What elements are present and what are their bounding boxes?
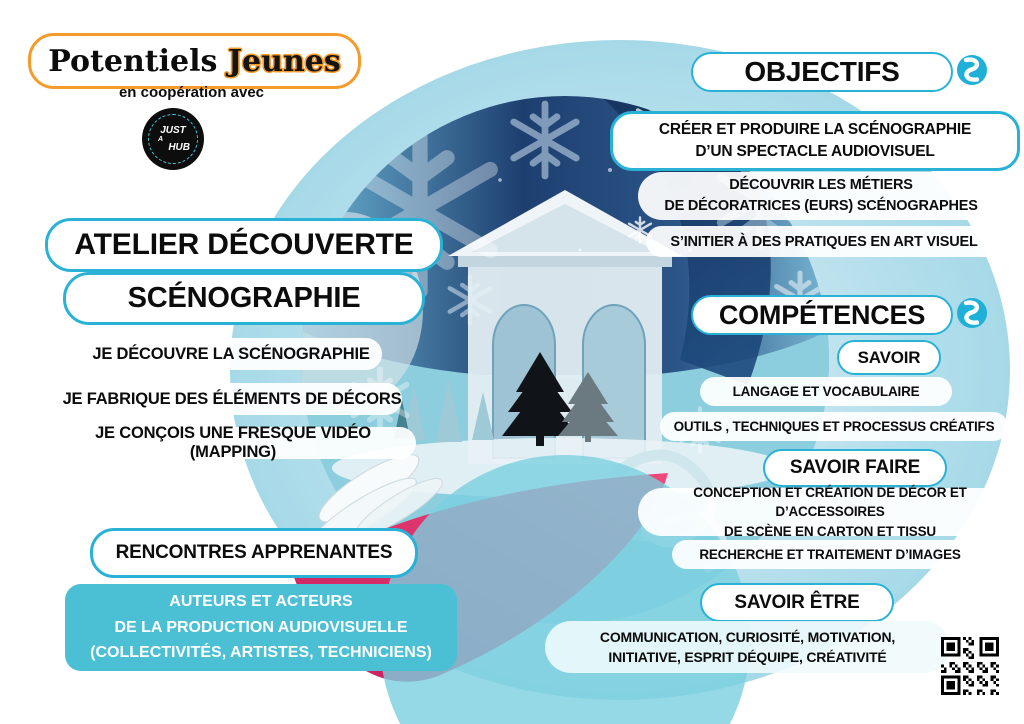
partners-line: AUTEURS ET ACTEURS xyxy=(169,593,353,611)
savoir-etre-item xyxy=(545,621,950,673)
goal-item-line: DE DÉCORATRICES (EURS) SCÉNOGRAPHES xyxy=(664,198,978,214)
heading-atelier-decouverte: ATELIER DÉCOUVERTE xyxy=(45,218,443,272)
goal-item: S’INITIER À DES PRATIQUES EN ART VISUEL xyxy=(646,226,1002,257)
brand-logo xyxy=(28,33,361,89)
goal-item-line: DÉCOUVRIR LES MÉTIERS xyxy=(729,176,913,193)
activity-item: JE DÉCOUVRE LA SCÉNOGRAPHIE xyxy=(80,338,382,370)
label-savoir-etre: SAVOIR ÊTRE xyxy=(700,583,894,622)
partners-teal-box xyxy=(65,584,457,671)
activity-item: JE CONÇOIS UNE FRESQUE VIDÉO (MAPPING) xyxy=(50,427,416,459)
savoir-etre-line: COMMUNICATION, CURIOSITÉ, MOTIVATION, xyxy=(599,628,896,645)
hub-line-3: HUB xyxy=(168,141,190,153)
savoir-item: LANGAGE ET VOCABULAIRE xyxy=(700,377,952,406)
savoir-item: OUTILS , TECHNIQUES ET PROCESSUS CRÉATIFS xyxy=(660,412,1008,441)
savoir-etre-line: INITIATIVE, ESPRIT DÉQUIPE, CRÉATIVITÉ xyxy=(608,649,887,665)
hub-line-1: JUST xyxy=(160,124,186,136)
qr-code xyxy=(941,637,999,695)
label-savoir: SAVOIR xyxy=(837,340,941,375)
swirl-icon xyxy=(956,54,988,86)
brand-title-part2: Jeunes xyxy=(227,43,341,79)
heading-scenographie: SCÉNOGRAPHIE xyxy=(63,272,425,325)
just-a-hub-logo xyxy=(142,108,204,170)
savoir-faire-item: RECHERCHE ET TRAITEMENT D’IMAGES xyxy=(672,540,988,569)
heading-objectifs: OBJECTIFS xyxy=(691,52,953,92)
goal-main-line: D’UN SPECTACLE AUDIOVISUEL xyxy=(695,143,935,160)
savoir-faire-line: DE SCÈNE EN CARTON ET TISSU xyxy=(724,523,936,539)
goal-item xyxy=(638,172,1004,220)
hub-line-2: A xyxy=(158,135,164,143)
just-a-hub-logo-inner xyxy=(148,114,198,164)
cooperation-text: en coopération avec xyxy=(118,84,265,101)
savoir-faire-item xyxy=(638,484,1022,539)
swirl-icon xyxy=(956,297,988,329)
goal-main-box xyxy=(610,111,1020,171)
activity-item: JE FABRIQUE DES ÉLÉMENTS DE DÉCORS xyxy=(62,383,402,415)
goal-main-line: CRÉER ET PRODUIRE LA SCÉNOGRAPHIE xyxy=(658,120,972,138)
partners-line: DE LA PRODUCTION AUDIOVISUELLE xyxy=(114,618,408,636)
partners-line: (COLLECTIVITÉS, ARTISTES, TECHNICIENS) xyxy=(90,644,432,662)
heading-rencontres-apprenantes: RENCONTRES APPRENANTES xyxy=(90,528,418,578)
label-savoir-faire: SAVOIR FAIRE xyxy=(763,449,947,487)
brand-title-part1: Potentiels xyxy=(48,43,218,79)
savoir-faire-line: CONCEPTION ET CRÉATION DE DÉCOR ET D’ACCESSOIRES xyxy=(693,484,967,520)
heading-competences: COMPÉTENCES xyxy=(691,295,953,335)
